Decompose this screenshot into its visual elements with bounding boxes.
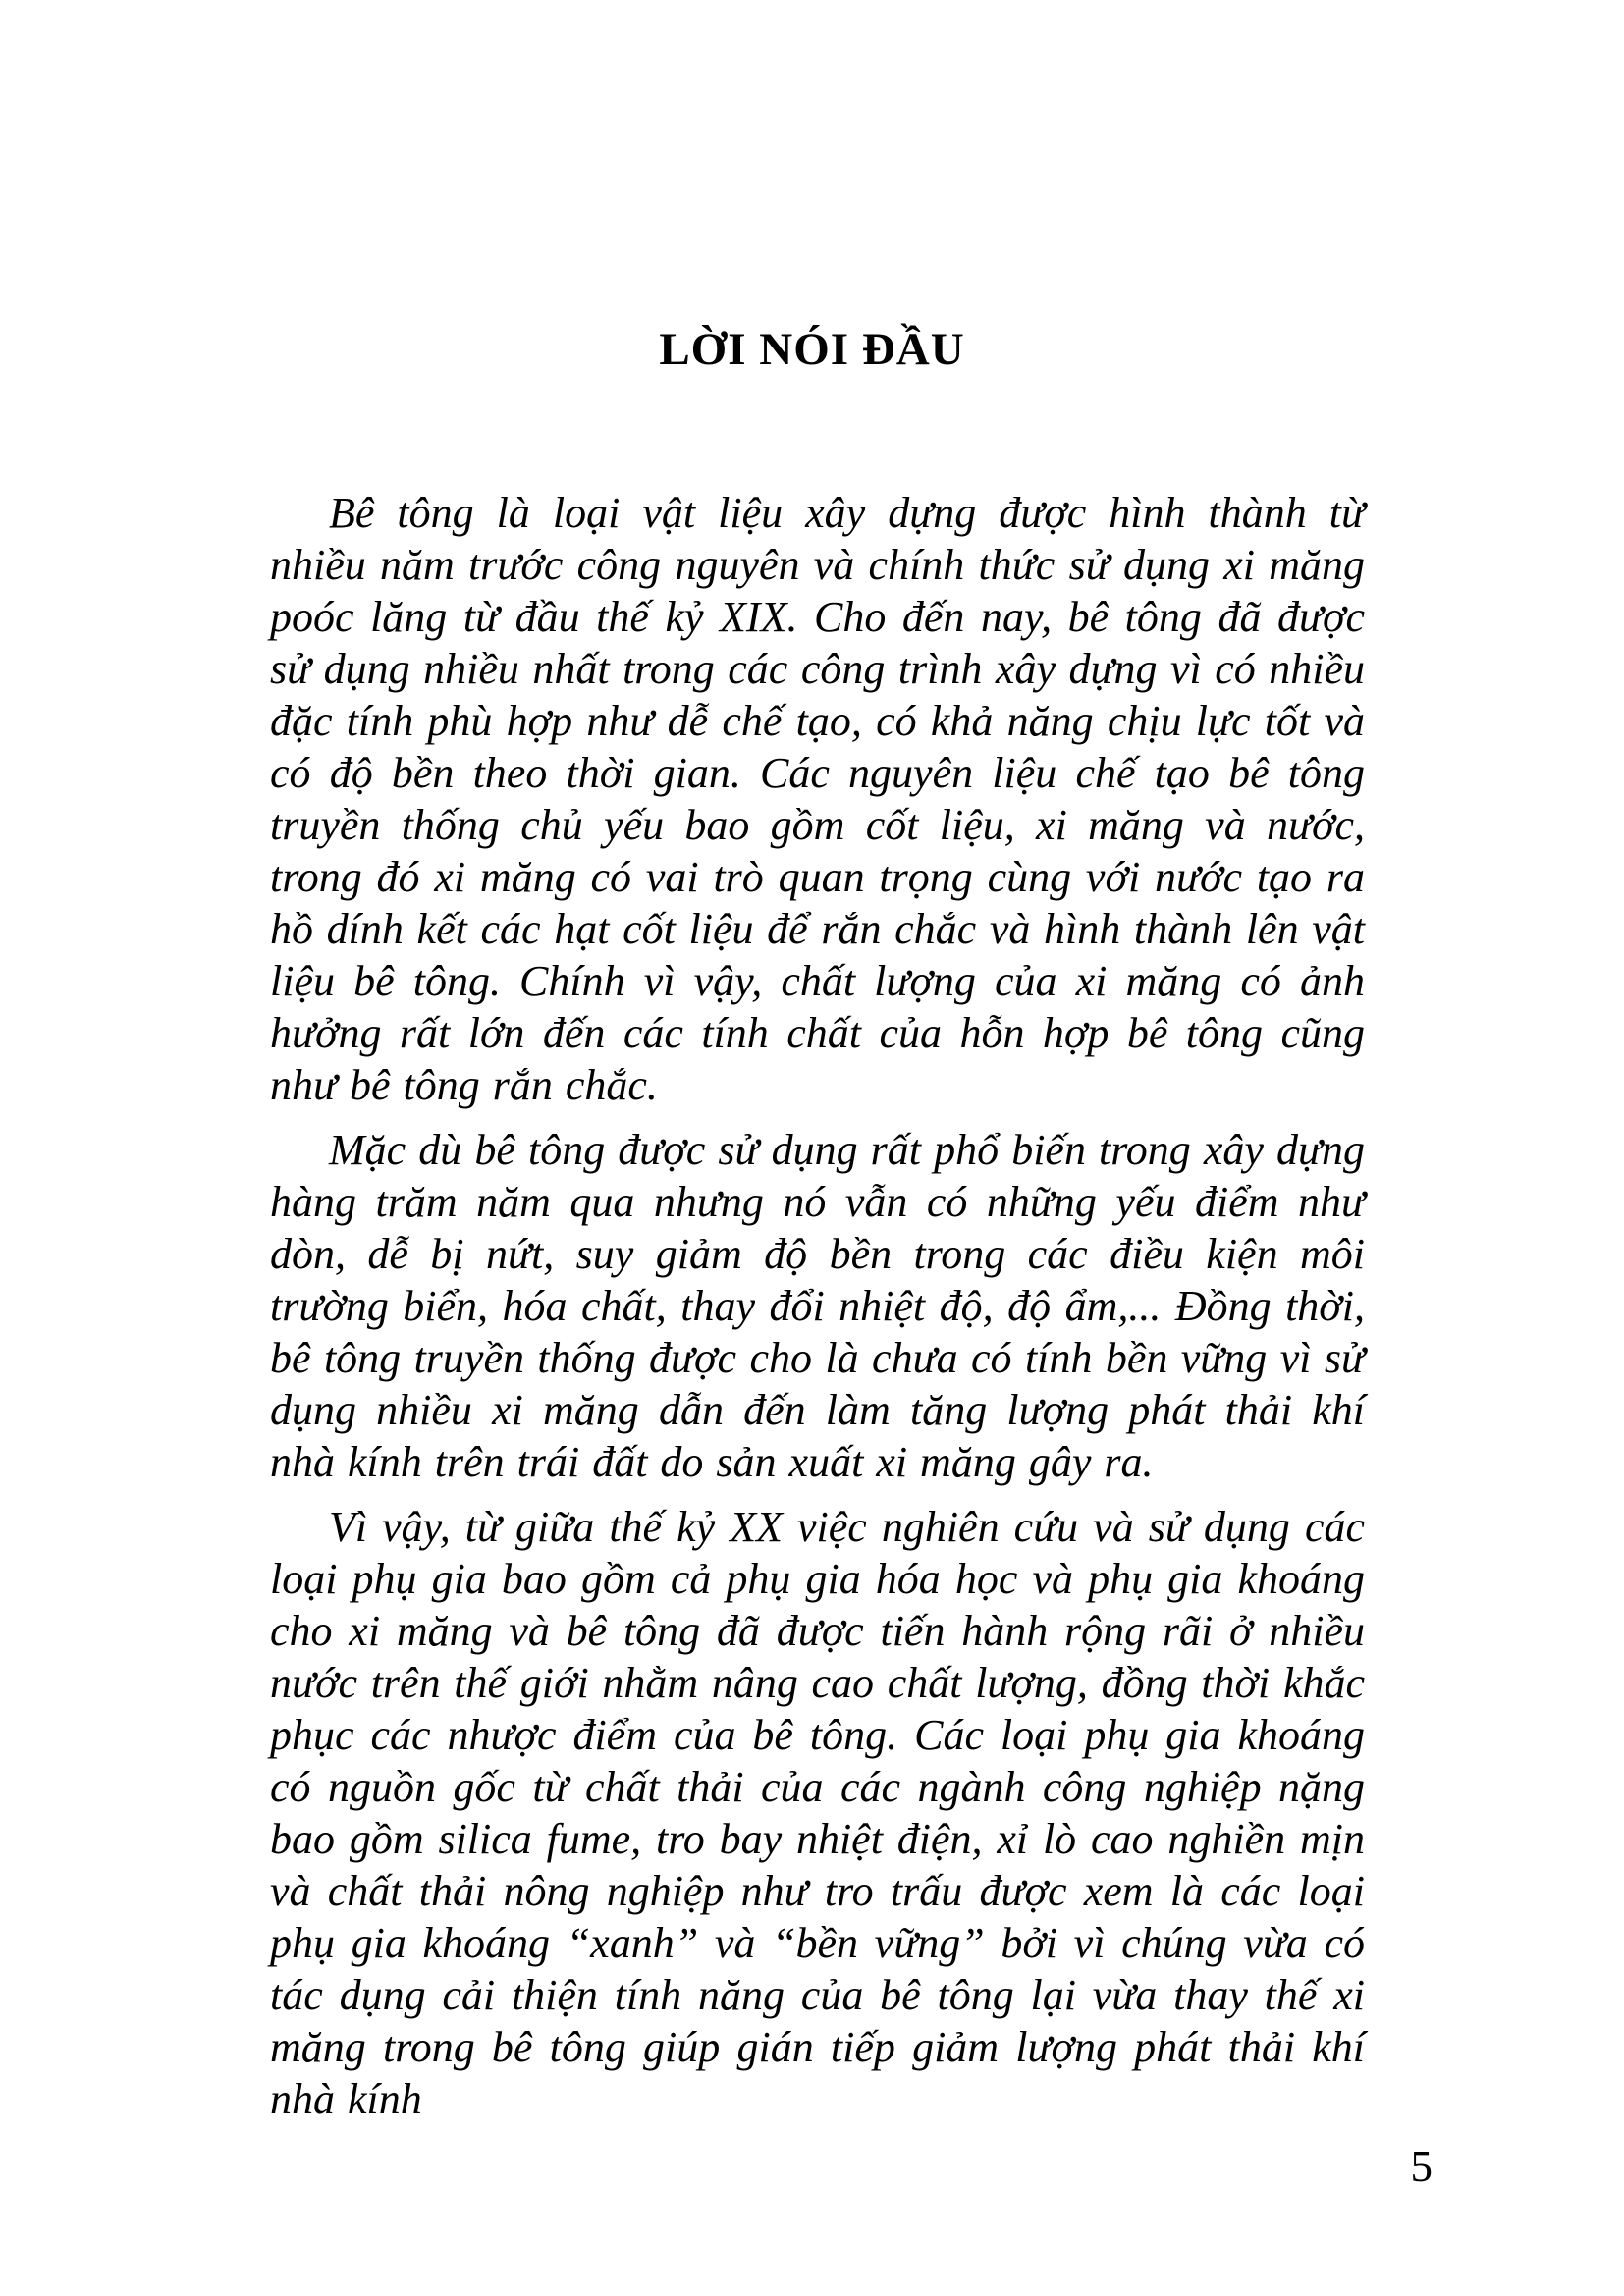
- page-title: LỜI NÓI ĐẦU: [659, 324, 965, 376]
- page-number: 5: [1410, 2142, 1433, 2191]
- preface-paragraph: Vì vậy, từ giữa thế kỷ XX việc nghiên cứu và sử dụng các loại phụ gia bao gồm cả phụ gia hóa học và phụ gia khoáng cho xi măng và bê tông đã được tiến hành rộng rãi ở nhiều nước trên thế giới nhằm nâng cao chất lượng, đồng thời khắc phục các nhược điểm của bê tông. Các loại phụ gia khoáng có nguồn gốc từ chất thải của các ngành công nghiệp nặng bao gồm silica fume, tro bay nhiệt điện, xỉ lò cao nghiền mịn và chất thải nông nghiệp như tro trấu được xem là các loại phụ gia khoáng “xanh” và “bền vững” bởi vì chúng vừa có tác dụng cải thiện tính năng của bê tông lại vừa thay thế xi măng trong bê tông giúp gián tiếp giảm lượng phát thải khí nhà kính: [270, 1503, 1365, 2123]
- preface-paragraph: Bê tông là loại vật liệu xây dựng được hình thành từ nhiều năm trước công nguyên và chính thức sử dụng xi măng poóc lăng từ đầu thế kỷ XIX. Cho đến nay, bê tông đã được sử dụng nhiều nhất trong các công trình xây dựng vì có nhiều đặc tính phù hợp như dễ chế tạo, có khả năng chịu lực tốt và có độ bền theo thời gian. Các nguyên liệu chế tạo bê tông truyền thống chủ yếu bao gồm cốt liệu, xi măng và nước, trong đó xi măng có vai trò quan trọng cùng với nước tạo ra hồ dính kết các hạt cốt liệu để rắn chắc và hình thành lên vật liệu bê tông. Chính vì vậy, chất lượng của xi măng có ảnh hưởng rất lớn đến các tính chất của hỗn hợp bê tông cũng như bê tông rắn chắc.: [270, 489, 1365, 1109]
- preface-paragraph: Mặc dù bê tông được sử dụng rất phổ biến trong xây dựng hàng trăm năm qua nhưng nó vẫn có những yếu điểm như dòn, dễ bị nứt, suy giảm độ bền trong các điều kiện môi trường biển, hóa chất, thay đổi nhiệt độ, độ ẩm,... Đồng thời, bê tông truyền thống được cho là chưa có tính bền vững vì sử dụng nhiều xi măng dẫn đến làm tăng lượng phát thải khí nhà kính trên trái đất do sản xuất xi măng gây ra.: [270, 1126, 1365, 1486]
- page-content: [270, 487, 1365, 2138]
